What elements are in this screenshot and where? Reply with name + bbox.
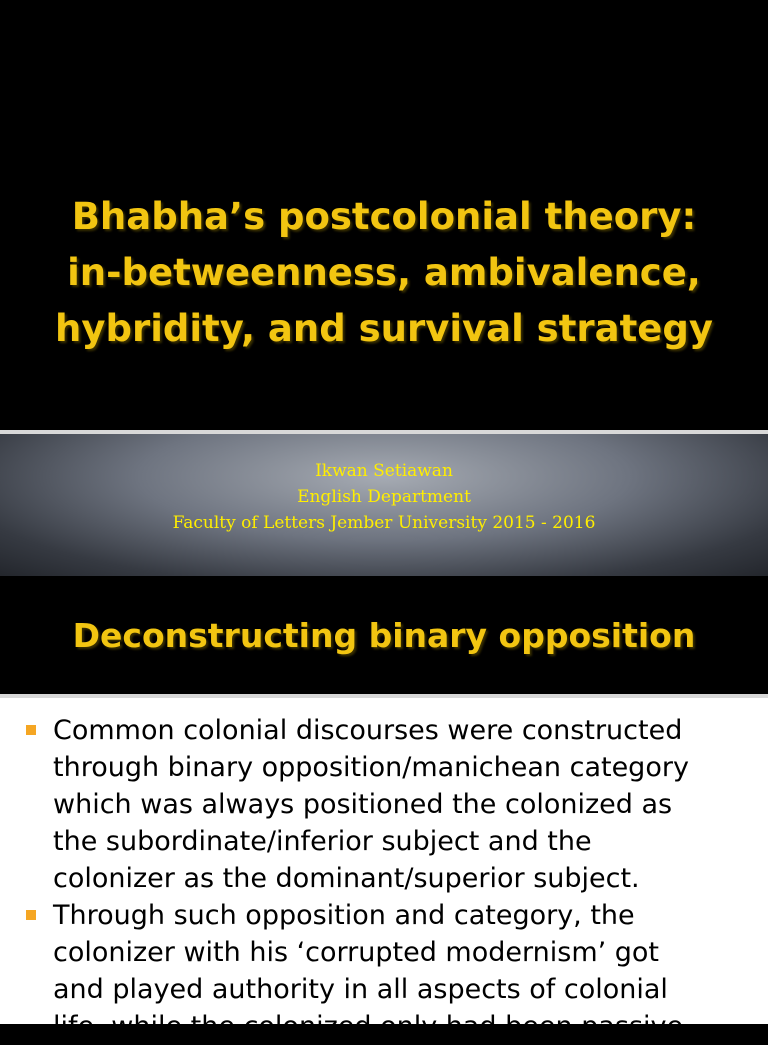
title-line: in-betweenness, ambivalence, (67, 250, 701, 294)
author-name: Ikwan Setiawan (315, 461, 453, 481)
bullet-line: through binary opposition/manichean category (53, 752, 689, 783)
slide-title-area (0, 576, 768, 694)
bullet-line: life, while the colonized only had been passive (53, 1011, 684, 1042)
content-slide (0, 576, 768, 1042)
title-line: hybridity, and survival strategy (55, 306, 713, 350)
title-line: Bhabha’s postcolonial theory: (71, 194, 697, 238)
bullet-list (0, 712, 768, 1045)
slide-title: Deconstructing binary opposition (72, 615, 696, 655)
subtitle-band (0, 434, 768, 576)
faculty-year: Faculty of Letters Jember University 2015 - 2016 (172, 513, 596, 533)
square-bullet-icon (26, 725, 36, 735)
bullet-line: colonizer with his ‘corrupted modernism’ got (53, 937, 660, 968)
bullet-line: the subordinate/inferior subject and the (53, 826, 592, 857)
bullet-line: Through such opposition and category, the (53, 900, 635, 931)
square-bullet-icon (26, 910, 36, 920)
bullet-line: and played authority in all aspects of colonial (53, 974, 668, 1005)
bullet-line: colonizer as the dominant/superior subject. (53, 863, 640, 894)
author-info (0, 458, 768, 536)
title-area (0, 185, 768, 360)
slide-content (0, 698, 768, 1042)
bullet-item (0, 897, 768, 1045)
bullet-line: which was always positioned the colonized as (53, 789, 673, 820)
bullet-line: Common colonial discourses were constructed (53, 715, 683, 746)
bullet-item (0, 712, 768, 897)
presentation-title (55, 189, 713, 357)
department: English Department (297, 487, 471, 507)
